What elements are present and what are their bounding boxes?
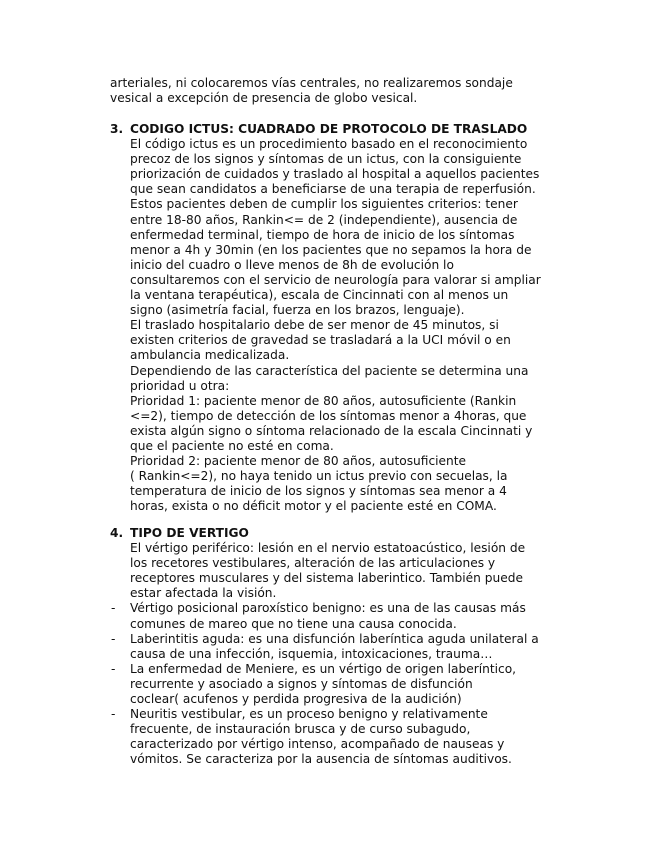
intro-line: vesical a excepción de presencia de globo vesical. bbox=[110, 91, 418, 105]
body-line: precoz de los signos y síntomas de un ictus, con la consiguiente bbox=[130, 152, 522, 167]
body-line: Dependiendo de las característica del paciente se determina una bbox=[130, 363, 529, 378]
body-line: Prioridad 1: paciente menor de 80 años, autosuficiente (Rankin bbox=[130, 393, 517, 408]
section-heading: CODIGO ICTUS: CUADRADO DE PROTOCOLO DE TRASLADO bbox=[130, 122, 528, 136]
bullet-dash-icon: - bbox=[111, 707, 116, 722]
body-line: entre 18-80 años, Rankin<= de 2 (independiente), ausencia de bbox=[130, 212, 518, 227]
body-line: que sean candidatos a beneficiarse de una terapia de reperfusión. bbox=[130, 182, 536, 197]
body-line: que el paciente no esté en coma. bbox=[130, 439, 334, 453]
bullet-line: causa de una infección, isquemia, intoxicaciones, trauma… bbox=[130, 646, 493, 661]
body-line: El código ictus es un procedimiento basado en el reconocimiento bbox=[130, 137, 528, 151]
body-line: horas, exista o no déficit motor y el paciente esté en COMA. bbox=[130, 499, 497, 514]
bullet-line: vómitos. Se caracteriza por la ausencia de síntomas auditivos. bbox=[130, 752, 512, 767]
body-line: temperatura de inicio de los signos y síntomas sea menor a 4 bbox=[130, 484, 507, 499]
body-line: Estos pacientes deben de cumplir los siguientes criterios: tener bbox=[130, 197, 518, 212]
body-line: estar afectada la visión. bbox=[130, 586, 277, 601]
body-line: signo (asimetría facial, fuerza en los brazos, lenguaje). bbox=[130, 303, 465, 318]
bullet-line: Neuritis vestibular, es un proceso benigno y relativamente bbox=[130, 707, 488, 722]
body-line: ambulancia medicalizada. bbox=[130, 348, 290, 363]
body-line: inicio del cuadro o lleve menos de 8h de evolución lo bbox=[130, 257, 454, 272]
body-line: Prioridad 2: paciente menor de 80 años, autosuficiente bbox=[130, 454, 467, 469]
bullet-line: caracterizado por vértigo intenso, acompañado de nauseas y bbox=[130, 737, 505, 752]
bullet-dash-icon: - bbox=[111, 601, 116, 616]
body-line: El traslado hospitalario debe de ser menor de 45 minutos, si bbox=[130, 318, 499, 333]
section-number: 4. bbox=[110, 526, 124, 540]
body-line: <=2), tiempo de detección de los síntomas menor a 4horas, que bbox=[130, 408, 527, 423]
body-line: ( Rankin<=2), no haya tenido un ictus previo con secuelas, la bbox=[130, 469, 508, 484]
section-heading: TIPO DE VERTIGO bbox=[130, 526, 249, 540]
body-line: enfermedad terminal, tiempo de hora de inicio de los síntomas bbox=[130, 227, 515, 242]
body-line: receptores musculares y del sistema laberintico. También puede bbox=[130, 571, 523, 586]
body-line: los recetores vestibulares, alteración de las articulaciones y bbox=[130, 556, 496, 571]
bullet-line: Vértigo posicional paroxístico benigno: es una de las causas más bbox=[130, 601, 526, 616]
intro-line: arteriales, ni colocaremos vías centrales, no realizaremos sondaje bbox=[110, 76, 513, 90]
bullet-line: coclear( acufenos y perdida progresiva de la audición) bbox=[130, 692, 462, 706]
body-line: El vértigo periférico: lesión en el nervio estatoacústico, lesión de bbox=[130, 541, 526, 555]
body-line: existen criterios de gravedad se trasladará a la UCI móvil o en bbox=[130, 333, 511, 348]
body-line: priorización de cuidados y traslado al hospital a aquellos pacientes bbox=[130, 167, 540, 182]
bullet-dash-icon: - bbox=[111, 631, 116, 646]
bullet-line: Laberintitis aguda: es una disfunción laberíntica aguda unilateral a bbox=[130, 631, 539, 646]
body-line: consultaremos con el servicio de neurología para valorar si ampliar bbox=[130, 272, 541, 287]
body-line: exista algún signo o síntoma relacionado de la escala Cincinnati y bbox=[130, 423, 533, 438]
bullet-dash-icon: - bbox=[111, 661, 116, 676]
body-line: prioridad u otra: bbox=[130, 378, 230, 393]
bullet-line: La enfermedad de Meniere, es un vértigo de origen laberíntico, bbox=[130, 661, 517, 676]
bullet-line: frecuente, de instauración brusca y de curso subagudo, bbox=[130, 722, 471, 737]
body-line: menor a 4h y 30min (en los pacientes que no sepamos la hora de bbox=[130, 242, 532, 257]
section-number: 3. bbox=[110, 122, 124, 136]
body-line: la ventana terapéutica), escala de Cincinnati con al menos un bbox=[130, 288, 509, 302]
bullet-line: recurrente y asociado a signos y síntomas de disfunción bbox=[130, 676, 473, 691]
bullet-line: comunes de mareo que no tiene una causa conocida. bbox=[130, 616, 457, 631]
